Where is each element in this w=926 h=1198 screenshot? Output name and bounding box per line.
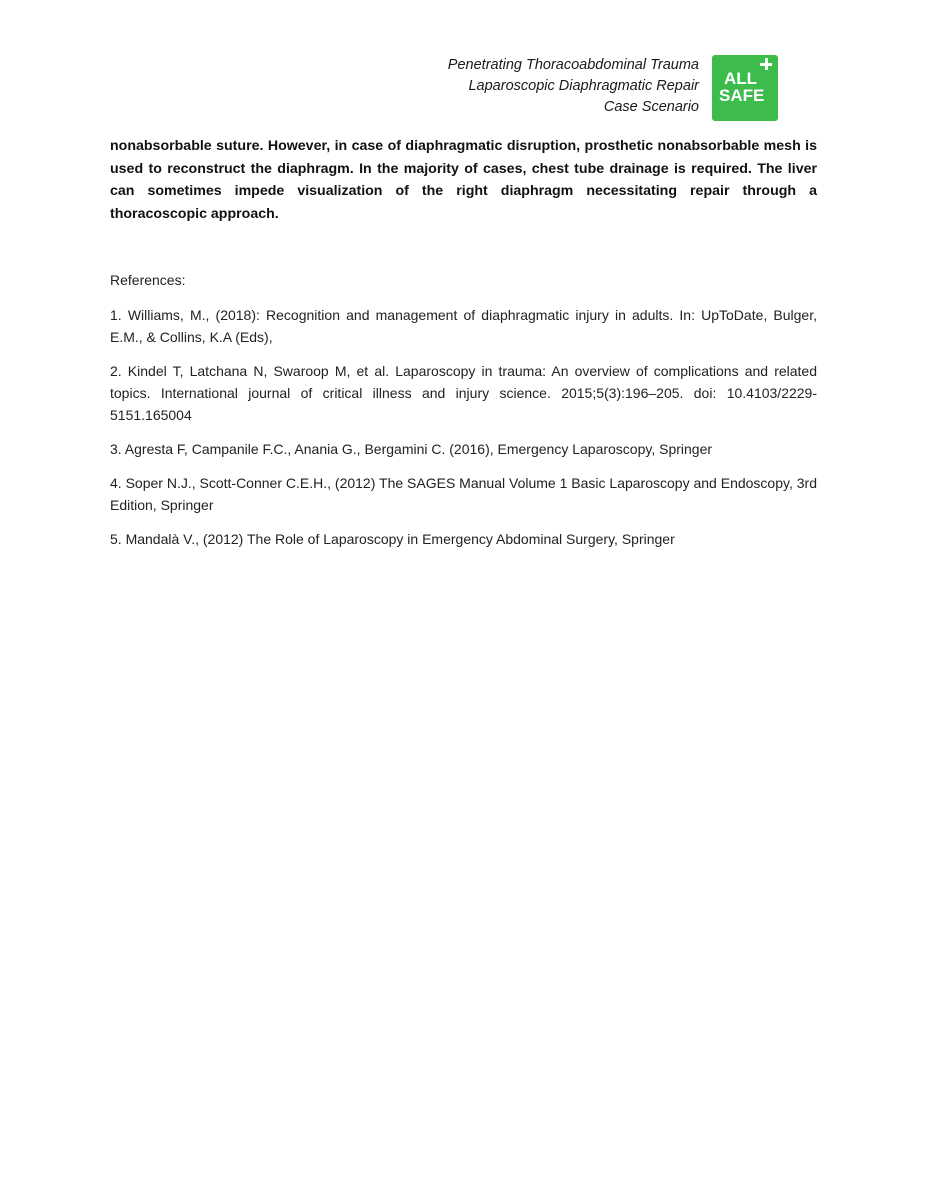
reference-item: 4. Soper N.J., Scott-Conner C.E.H., (2012) The SAGES Manual Volume 1 Basic Laparoscopy and Endoscopy, 3rd Edition, Springer — [110, 475, 817, 513]
reference-item: 1. Williams, M., (2018): Recognition and management of diaphragmatic injury in adults. In: UpToDate, Bulger, E.M., & Collins, K.A (Eds), — [110, 307, 817, 345]
references-list — [110, 304, 817, 562]
references-heading: References: — [110, 272, 186, 288]
allsafe-logo — [712, 55, 778, 121]
body-bold-paragraph: nonabsorbable suture. However, in case of diaphragmatic disruption, prosthetic nonabsorbable mesh is used to reconstruct the diaphragm. In the majority of cases, chest tube drainage is required. The liver can sometimes impede visualization of the right diaphragm necessitating repair through a thoracoscopic approach. — [110, 138, 817, 222]
header-subtitle-line: Laparoscopic Diaphragmatic Repair — [468, 78, 699, 94]
page-header — [448, 55, 699, 118]
header-case-line: Case Scenario — [603, 99, 699, 115]
plus-icon — [760, 58, 772, 70]
logo-text-all: ALL — [724, 69, 758, 88]
reference-item: 3. Agresta F, Campanile F.C., Anania G., Bergamini C. (2016), Emergency Laparoscopy, Springer — [110, 441, 713, 457]
reference-item: 2. Kindel T, Latchana N, Swaroop M, et al. Laparoscopy in trauma: An overview of complications and related topics. International journal of critical illness and injury science. 2015;5(3):196–205. doi: 10.4103/2229-5151.165004 — [110, 363, 817, 423]
reference-item: 5. Mandalà V., (2012) The Role of Laparoscopy in Emergency Abdominal Surgery, Springer — [110, 531, 675, 547]
logo-text-safe: SAFE — [719, 86, 765, 105]
header-title-line: Penetrating Thoracoabdominal Trauma — [447, 57, 699, 73]
